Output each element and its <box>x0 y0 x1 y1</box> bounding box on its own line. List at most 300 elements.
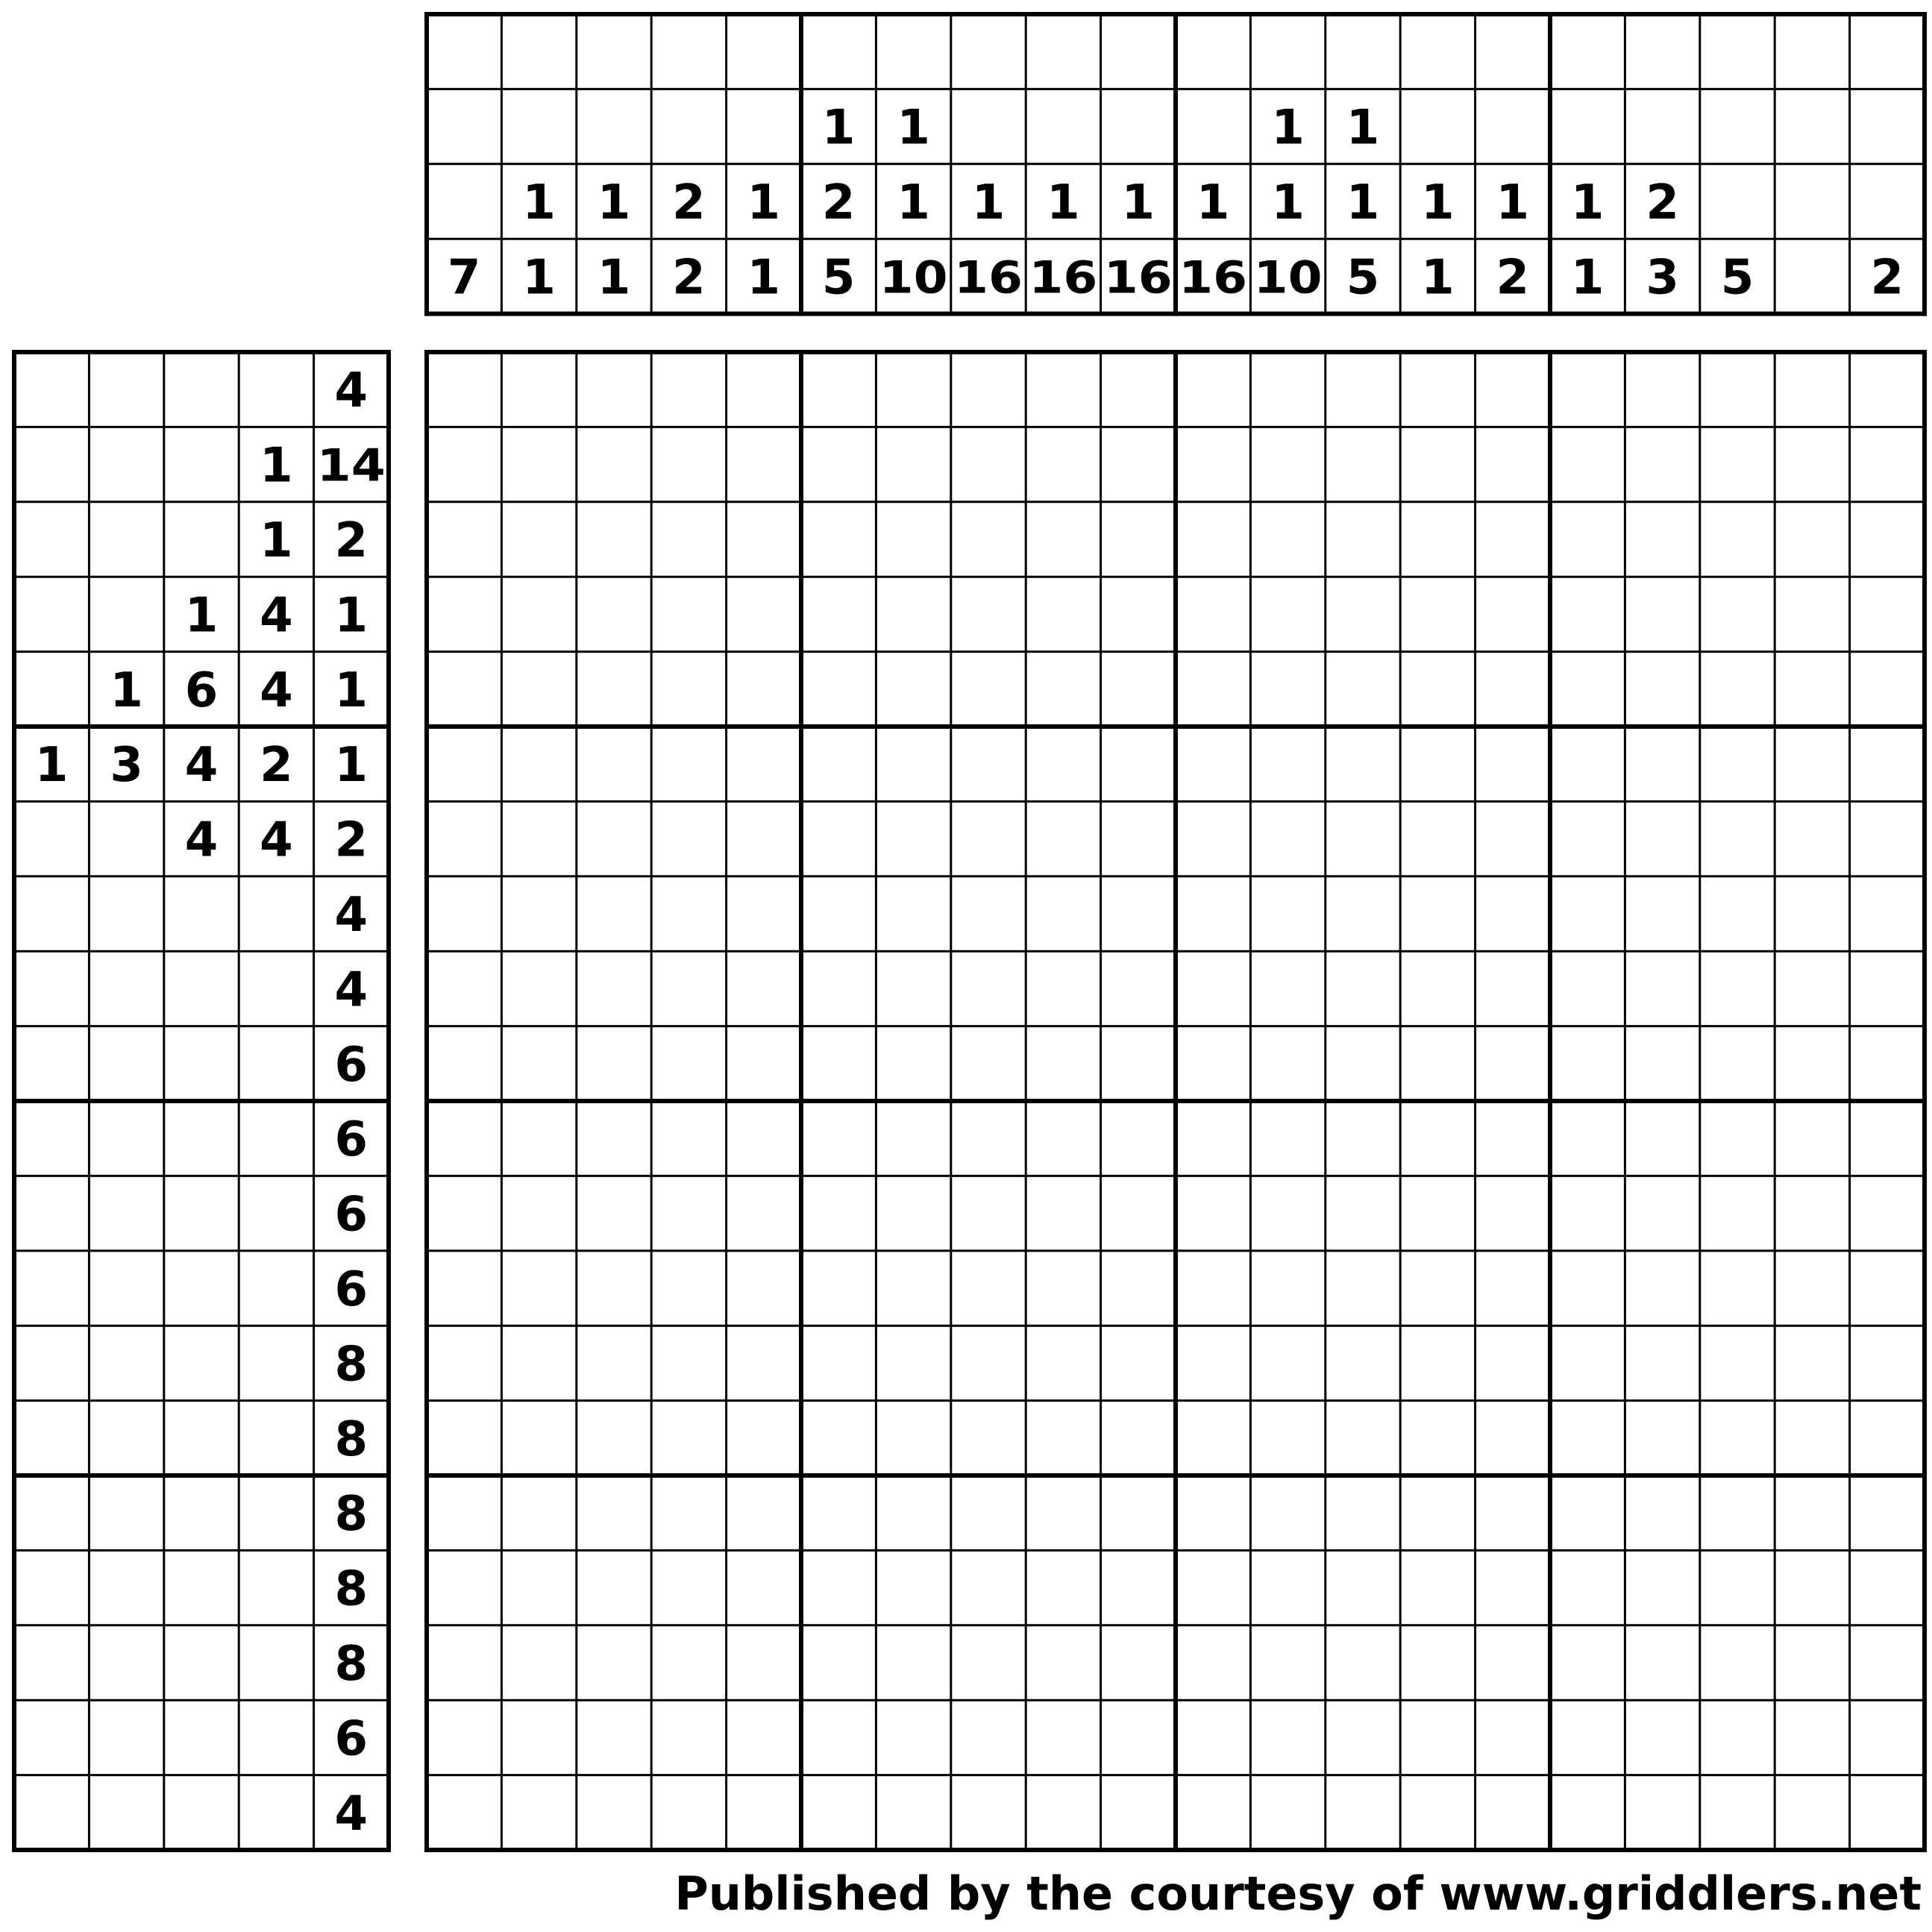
grid-cell[interactable] <box>1101 1251 1176 1326</box>
grid-cell[interactable] <box>876 1625 950 1700</box>
grid-cell[interactable] <box>951 1026 1026 1101</box>
grid-cell[interactable] <box>1700 801 1775 876</box>
grid-cell[interactable] <box>727 1550 801 1625</box>
grid-cell[interactable] <box>1250 1251 1325 1326</box>
grid-cell[interactable] <box>577 652 651 727</box>
grid-cell[interactable] <box>1400 1775 1475 1850</box>
grid-cell[interactable] <box>651 801 726 876</box>
grid-cell[interactable] <box>577 1101 651 1176</box>
grid-cell[interactable] <box>727 1625 801 1700</box>
grid-cell[interactable] <box>876 577 950 651</box>
grid-cell[interactable] <box>1400 1026 1475 1101</box>
grid-cell[interactable] <box>1550 1475 1625 1550</box>
grid-cell[interactable] <box>951 801 1026 876</box>
grid-cell[interactable] <box>1250 502 1325 577</box>
grid-cell[interactable] <box>427 801 501 876</box>
grid-cell[interactable] <box>1026 1625 1100 1700</box>
grid-cell[interactable] <box>427 352 501 427</box>
grid-cell[interactable] <box>501 1026 576 1101</box>
grid-cell[interactable] <box>951 1700 1026 1775</box>
grid-cell[interactable] <box>727 1775 801 1850</box>
grid-cell[interactable] <box>1026 1775 1100 1850</box>
grid-cell[interactable] <box>1326 951 1400 1026</box>
grid-cell[interactable] <box>1326 1401 1400 1475</box>
grid-cell[interactable] <box>1475 951 1550 1026</box>
grid-cell[interactable] <box>1775 727 1849 801</box>
grid-cell[interactable] <box>1850 1026 1925 1101</box>
grid-cell[interactable] <box>951 352 1026 427</box>
grid-cell[interactable] <box>1326 1550 1400 1625</box>
grid-cell[interactable] <box>876 1326 950 1400</box>
grid-cell[interactable] <box>727 951 801 1026</box>
grid-cell[interactable] <box>951 1550 1026 1625</box>
grid-cell[interactable] <box>801 951 876 1026</box>
grid-cell[interactable] <box>1700 1026 1775 1101</box>
grid-cell[interactable] <box>501 1326 576 1400</box>
grid-cell[interactable] <box>427 1475 501 1550</box>
grid-cell[interactable] <box>727 1326 801 1400</box>
grid-cell[interactable] <box>1550 1101 1625 1176</box>
grid-cell[interactable] <box>1475 1251 1550 1326</box>
grid-cell[interactable] <box>1326 502 1400 577</box>
grid-cell[interactable] <box>651 1775 726 1850</box>
grid-cell[interactable] <box>876 1700 950 1775</box>
grid-cell[interactable] <box>801 1775 876 1850</box>
grid-cell[interactable] <box>577 1251 651 1326</box>
grid-cell[interactable] <box>1400 427 1475 501</box>
grid-cell[interactable] <box>1850 876 1925 951</box>
grid-cell[interactable] <box>1775 427 1849 501</box>
grid-cell[interactable] <box>1101 1625 1176 1700</box>
grid-cell[interactable] <box>1400 1625 1475 1700</box>
grid-cell[interactable] <box>501 1401 576 1475</box>
grid-cell[interactable] <box>1550 1550 1625 1625</box>
grid-cell[interactable] <box>427 1176 501 1250</box>
grid-cell[interactable] <box>801 502 876 577</box>
grid-cell[interactable] <box>951 876 1026 951</box>
grid-cell[interactable] <box>1625 876 1699 951</box>
grid-cell[interactable] <box>1101 1101 1176 1176</box>
grid-cell[interactable] <box>1026 1026 1100 1101</box>
grid-cell[interactable] <box>427 1326 501 1400</box>
grid-cell[interactable] <box>1700 1176 1775 1250</box>
grid-cell[interactable] <box>1625 652 1699 727</box>
grid-cell[interactable] <box>427 1251 501 1326</box>
grid-cell[interactable] <box>1026 427 1100 501</box>
grid-cell[interactable] <box>651 427 726 501</box>
grid-cell[interactable] <box>801 1251 876 1326</box>
grid-cell[interactable] <box>651 1625 726 1700</box>
grid-cell[interactable] <box>1550 727 1625 801</box>
grid-cell[interactable] <box>1026 1475 1100 1550</box>
grid-cell[interactable] <box>1475 1775 1550 1850</box>
grid-cell[interactable] <box>1625 502 1699 577</box>
grid-cell[interactable] <box>1850 1176 1925 1250</box>
grid-cell[interactable] <box>1700 951 1775 1026</box>
grid-cell[interactable] <box>1700 652 1775 727</box>
grid-cell[interactable] <box>1475 801 1550 876</box>
grid-cell[interactable] <box>1475 1625 1550 1700</box>
grid-cell[interactable] <box>501 1101 576 1176</box>
grid-cell[interactable] <box>577 1475 651 1550</box>
grid-cell[interactable] <box>1326 727 1400 801</box>
grid-cell[interactable] <box>801 727 876 801</box>
grid-cell[interactable] <box>1326 1176 1400 1250</box>
grid-cell[interactable] <box>727 1101 801 1176</box>
grid-cell[interactable] <box>876 951 950 1026</box>
grid-cell[interactable] <box>1326 1251 1400 1326</box>
grid-cell[interactable] <box>1400 1700 1475 1775</box>
grid-cell[interactable] <box>801 1700 876 1775</box>
grid-cell[interactable] <box>1101 1550 1176 1625</box>
grid-cell[interactable] <box>1026 801 1100 876</box>
grid-cell[interactable] <box>577 801 651 876</box>
grid-cell[interactable] <box>577 1625 651 1700</box>
grid-cell[interactable] <box>1250 951 1325 1026</box>
grid-cell[interactable] <box>1550 801 1625 876</box>
grid-cell[interactable] <box>501 502 576 577</box>
grid-cell[interactable] <box>801 1625 876 1700</box>
grid-cell[interactable] <box>1250 1550 1325 1625</box>
grid-cell[interactable] <box>1700 352 1775 427</box>
grid-cell[interactable] <box>801 352 876 427</box>
grid-cell[interactable] <box>1101 727 1176 801</box>
grid-cell[interactable] <box>651 1475 726 1550</box>
grid-cell[interactable] <box>1475 652 1550 727</box>
grid-cell[interactable] <box>1101 1700 1176 1775</box>
grid-cell[interactable] <box>1026 1326 1100 1400</box>
grid-cell[interactable] <box>1250 876 1325 951</box>
grid-cell[interactable] <box>1400 352 1475 427</box>
grid-cell[interactable] <box>651 1401 726 1475</box>
grid-cell[interactable] <box>876 1475 950 1550</box>
grid-cell[interactable] <box>801 1550 876 1625</box>
grid-cell[interactable] <box>577 951 651 1026</box>
grid-cell[interactable] <box>951 427 1026 501</box>
grid-cell[interactable] <box>1700 727 1775 801</box>
grid-cell[interactable] <box>1326 801 1400 876</box>
grid-cell[interactable] <box>1326 1775 1400 1850</box>
grid-cell[interactable] <box>651 1326 726 1400</box>
grid-cell[interactable] <box>1625 1625 1699 1700</box>
grid-cell[interactable] <box>501 1550 576 1625</box>
grid-cell[interactable] <box>1850 801 1925 876</box>
grid-cell[interactable] <box>1850 1401 1925 1475</box>
grid-cell[interactable] <box>1400 1401 1475 1475</box>
grid-cell[interactable] <box>1326 577 1400 651</box>
grid-cell[interactable] <box>951 1625 1026 1700</box>
grid-cell[interactable] <box>1550 876 1625 951</box>
grid-cell[interactable] <box>727 876 801 951</box>
grid-cell[interactable] <box>577 876 651 951</box>
grid-cell[interactable] <box>1850 1775 1925 1850</box>
grid-cell[interactable] <box>727 1176 801 1250</box>
grid-cell[interactable] <box>1176 1326 1250 1400</box>
grid-cell[interactable] <box>727 502 801 577</box>
grid-cell[interactable] <box>427 1401 501 1475</box>
grid-cell[interactable] <box>651 1700 726 1775</box>
grid-cell[interactable] <box>1400 577 1475 651</box>
grid-cell[interactable] <box>501 1625 576 1700</box>
grid-cell[interactable] <box>801 652 876 727</box>
grid-cell[interactable] <box>1475 352 1550 427</box>
grid-cell[interactable] <box>1550 1176 1625 1250</box>
grid-cell[interactable] <box>1775 801 1849 876</box>
grid-cell[interactable] <box>801 1101 876 1176</box>
grid-cell[interactable] <box>1176 427 1250 501</box>
grid-cell[interactable] <box>1475 1101 1550 1176</box>
grid-cell[interactable] <box>1250 652 1325 727</box>
grid-cell[interactable] <box>501 352 576 427</box>
grid-cell[interactable] <box>1176 352 1250 427</box>
grid-cell[interactable] <box>1176 1101 1250 1176</box>
grid-cell[interactable] <box>1326 352 1400 427</box>
grid-cell[interactable] <box>651 502 726 577</box>
grid-cell[interactable] <box>727 577 801 651</box>
grid-cell[interactable] <box>1250 727 1325 801</box>
grid-cell[interactable] <box>577 1401 651 1475</box>
grid-cell[interactable] <box>876 1251 950 1326</box>
grid-cell[interactable] <box>727 1700 801 1775</box>
grid-cell[interactable] <box>1400 876 1475 951</box>
grid-cell[interactable] <box>1550 427 1625 501</box>
grid-cell[interactable] <box>1625 1026 1699 1101</box>
grid-cell[interactable] <box>1700 1101 1775 1176</box>
grid-cell[interactable] <box>1176 1176 1250 1250</box>
grid-cell[interactable] <box>1550 1700 1625 1775</box>
grid-cell[interactable] <box>1176 1401 1250 1475</box>
grid-cell[interactable] <box>1700 1251 1775 1326</box>
grid-cell[interactable] <box>1326 427 1400 501</box>
grid-cell[interactable] <box>577 1176 651 1250</box>
grid-cell[interactable] <box>427 1625 501 1700</box>
grid-cell[interactable] <box>1850 1475 1925 1550</box>
grid-cell[interactable] <box>1775 652 1849 727</box>
grid-cell[interactable] <box>427 951 501 1026</box>
grid-cell[interactable] <box>1850 727 1925 801</box>
grid-cell[interactable] <box>727 727 801 801</box>
grid-cell[interactable] <box>1850 1101 1925 1176</box>
grid-cell[interactable] <box>1775 951 1849 1026</box>
grid-cell[interactable] <box>1550 1401 1625 1475</box>
grid-cell[interactable] <box>1700 577 1775 651</box>
grid-cell[interactable] <box>651 1176 726 1250</box>
grid-cell[interactable] <box>1400 1326 1475 1400</box>
grid-cell[interactable] <box>1775 1026 1849 1101</box>
grid-cell[interactable] <box>1775 1625 1849 1700</box>
grid-cell[interactable] <box>727 1026 801 1101</box>
grid-cell[interactable] <box>1475 1326 1550 1400</box>
grid-cell[interactable] <box>651 352 726 427</box>
grid-cell[interactable] <box>1850 1326 1925 1400</box>
grid-cell[interactable] <box>1550 1775 1625 1850</box>
grid-cell[interactable] <box>1625 1401 1699 1475</box>
grid-cell[interactable] <box>1400 1251 1475 1326</box>
grid-cell[interactable] <box>1101 502 1176 577</box>
grid-cell[interactable] <box>501 652 576 727</box>
grid-cell[interactable] <box>577 577 651 651</box>
grid-cell[interactable] <box>876 727 950 801</box>
grid-cell[interactable] <box>951 1176 1026 1250</box>
grid-cell[interactable] <box>1700 1625 1775 1700</box>
grid-cell[interactable] <box>801 1326 876 1400</box>
grid-cell[interactable] <box>1850 951 1925 1026</box>
grid-cell[interactable] <box>651 876 726 951</box>
grid-cell[interactable] <box>1775 1326 1849 1400</box>
grid-cell[interactable] <box>427 1026 501 1101</box>
grid-cell[interactable] <box>1775 1475 1849 1550</box>
grid-cell[interactable] <box>1326 652 1400 727</box>
grid-cell[interactable] <box>1176 1475 1250 1550</box>
grid-cell[interactable] <box>1850 502 1925 577</box>
grid-cell[interactable] <box>1176 1775 1250 1850</box>
grid-cell[interactable] <box>1550 951 1625 1026</box>
grid-cell[interactable] <box>1400 652 1475 727</box>
grid-cell[interactable] <box>427 876 501 951</box>
grid-cell[interactable] <box>727 801 801 876</box>
grid-cell[interactable] <box>1400 727 1475 801</box>
grid-cell[interactable] <box>1625 727 1699 801</box>
grid-cell[interactable] <box>876 652 950 727</box>
grid-cell[interactable] <box>876 1026 950 1101</box>
grid-cell[interactable] <box>577 1700 651 1775</box>
grid-cell[interactable] <box>1026 1101 1100 1176</box>
grid-cell[interactable] <box>1775 1101 1849 1176</box>
grid-cell[interactable] <box>1850 1625 1925 1700</box>
grid-cell[interactable] <box>1850 577 1925 651</box>
grid-cell[interactable] <box>1625 1176 1699 1250</box>
grid-cell[interactable] <box>1775 352 1849 427</box>
grid-cell[interactable] <box>1101 876 1176 951</box>
grid-cell[interactable] <box>1850 1251 1925 1326</box>
grid-cell[interactable] <box>427 502 501 577</box>
grid-cell[interactable] <box>1475 1700 1550 1775</box>
grid-cell[interactable] <box>1250 1026 1325 1101</box>
grid-cell[interactable] <box>1550 652 1625 727</box>
grid-cell[interactable] <box>577 1550 651 1625</box>
grid-cell[interactable] <box>1250 427 1325 501</box>
grid-cell[interactable] <box>651 727 726 801</box>
grid-cell[interactable] <box>501 1775 576 1850</box>
grid-cell[interactable] <box>1625 801 1699 876</box>
grid-cell[interactable] <box>1700 502 1775 577</box>
grid-cell[interactable] <box>501 427 576 501</box>
grid-cell[interactable] <box>501 801 576 876</box>
grid-cell[interactable] <box>577 502 651 577</box>
grid-cell[interactable] <box>577 1775 651 1850</box>
grid-cell[interactable] <box>501 727 576 801</box>
grid-cell[interactable] <box>801 427 876 501</box>
grid-cell[interactable] <box>1026 1251 1100 1326</box>
grid-cell[interactable] <box>951 1326 1026 1400</box>
grid-cell[interactable] <box>951 652 1026 727</box>
grid-cell[interactable] <box>1625 1101 1699 1176</box>
grid-cell[interactable] <box>1026 1401 1100 1475</box>
grid-cell[interactable] <box>1775 1401 1849 1475</box>
grid-cell[interactable] <box>1625 577 1699 651</box>
grid-cell[interactable] <box>876 1176 950 1250</box>
grid-cell[interactable] <box>427 427 501 501</box>
grid-cell[interactable] <box>727 1475 801 1550</box>
grid-cell[interactable] <box>1101 1475 1176 1550</box>
grid-cell[interactable] <box>1550 1326 1625 1400</box>
grid-cell[interactable] <box>727 652 801 727</box>
grid-cell[interactable] <box>1026 652 1100 727</box>
grid-cell[interactable] <box>801 801 876 876</box>
grid-cell[interactable] <box>1475 502 1550 577</box>
grid-cell[interactable] <box>501 1251 576 1326</box>
grid-cell[interactable] <box>1101 577 1176 651</box>
grid-cell[interactable] <box>1101 1026 1176 1101</box>
grid-cell[interactable] <box>1326 876 1400 951</box>
grid-cell[interactable] <box>1176 502 1250 577</box>
grid-cell[interactable] <box>427 727 501 801</box>
grid-cell[interactable] <box>1550 352 1625 427</box>
grid-cell[interactable] <box>427 1101 501 1176</box>
grid-cell[interactable] <box>801 1401 876 1475</box>
grid-cell[interactable] <box>1250 1101 1325 1176</box>
grid-cell[interactable] <box>501 876 576 951</box>
grid-cell[interactable] <box>1700 1401 1775 1475</box>
grid-cell[interactable] <box>1176 1700 1250 1775</box>
grid-cell[interactable] <box>1700 1550 1775 1625</box>
grid-cell[interactable] <box>1101 1176 1176 1250</box>
grid-cell[interactable] <box>501 951 576 1026</box>
grid-cell[interactable] <box>1625 1550 1699 1625</box>
grid-cell[interactable] <box>801 876 876 951</box>
grid-cell[interactable] <box>1326 1625 1400 1700</box>
grid-cell[interactable] <box>1326 1700 1400 1775</box>
grid-cell[interactable] <box>1550 1251 1625 1326</box>
grid-cell[interactable] <box>1700 427 1775 501</box>
grid-cell[interactable] <box>1176 1251 1250 1326</box>
grid-cell[interactable] <box>1700 876 1775 951</box>
grid-cell[interactable] <box>1176 801 1250 876</box>
grid-cell[interactable] <box>1625 1700 1699 1775</box>
grid-cell[interactable] <box>1625 1326 1699 1400</box>
grid-cell[interactable] <box>1625 1251 1699 1326</box>
grid-cell[interactable] <box>1326 1475 1400 1550</box>
grid-cell[interactable] <box>1101 1775 1176 1850</box>
grid-cell[interactable] <box>1775 1550 1849 1625</box>
grid-cell[interactable] <box>1775 1700 1849 1775</box>
grid-cell[interactable] <box>1700 1326 1775 1400</box>
grid-cell[interactable] <box>1176 652 1250 727</box>
grid-cell[interactable] <box>1475 1475 1550 1550</box>
grid-cell[interactable] <box>1026 727 1100 801</box>
grid-cell[interactable] <box>1250 801 1325 876</box>
grid-cell[interactable] <box>651 1101 726 1176</box>
grid-cell[interactable] <box>1326 1026 1400 1101</box>
grid-cell[interactable] <box>1775 502 1849 577</box>
grid-cell[interactable] <box>427 1775 501 1850</box>
grid-cell[interactable] <box>1026 1176 1100 1250</box>
grid-cell[interactable] <box>1400 1475 1475 1550</box>
grid-cell[interactable] <box>577 727 651 801</box>
grid-cell[interactable] <box>1775 1775 1849 1850</box>
grid-cell[interactable] <box>577 1026 651 1101</box>
grid-cell[interactable] <box>1026 876 1100 951</box>
grid-cell[interactable] <box>951 1401 1026 1475</box>
grid-cell[interactable] <box>876 1401 950 1475</box>
grid-cell[interactable] <box>1400 1101 1475 1176</box>
grid-cell[interactable] <box>1250 1775 1325 1850</box>
grid-cell[interactable] <box>427 1550 501 1625</box>
grid-cell[interactable] <box>1101 652 1176 727</box>
grid-cell[interactable] <box>501 577 576 651</box>
grid-cell[interactable] <box>1400 1550 1475 1625</box>
grid-cell[interactable] <box>1026 577 1100 651</box>
